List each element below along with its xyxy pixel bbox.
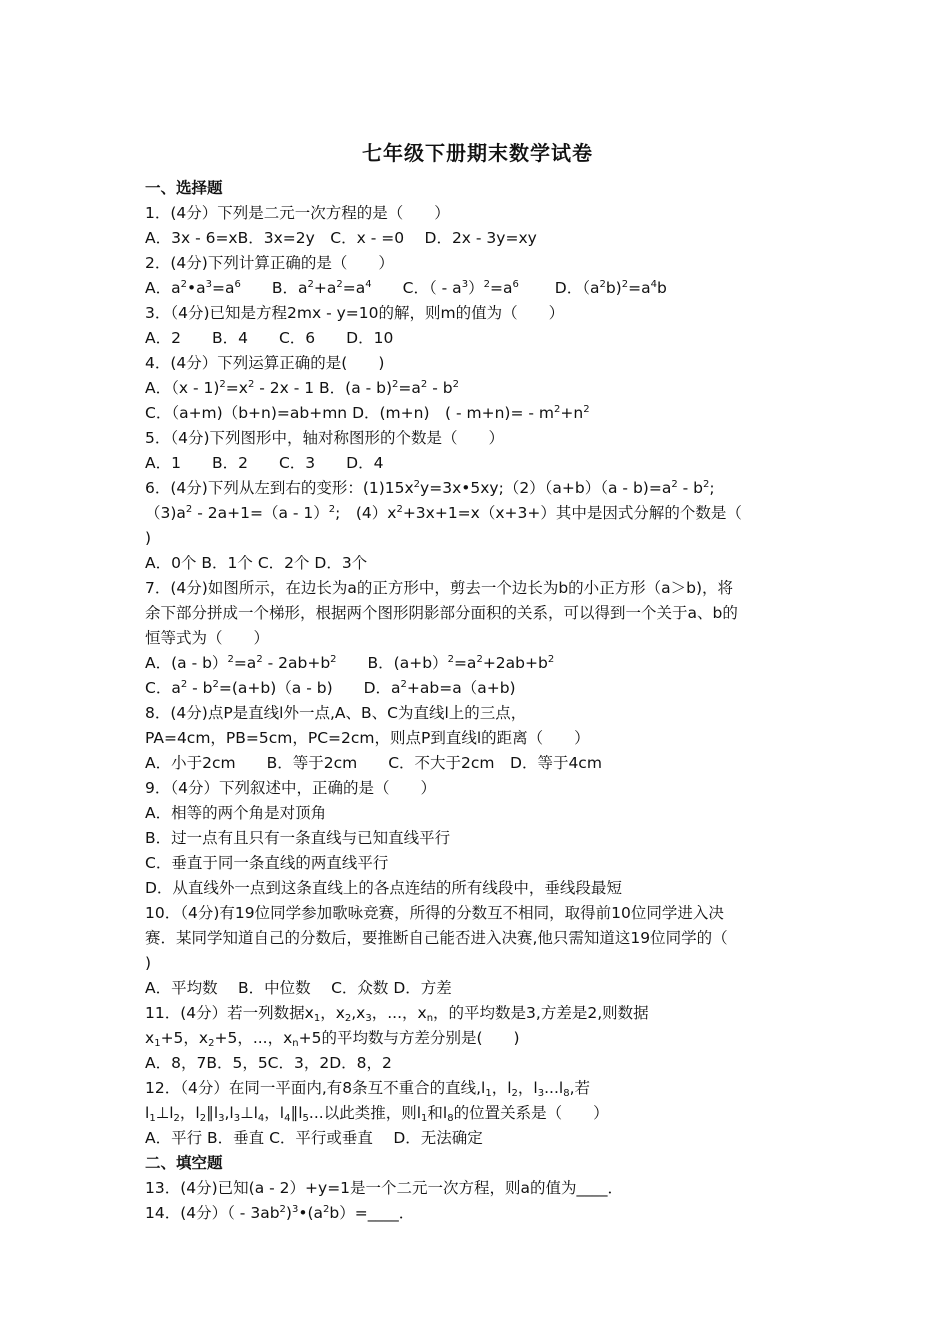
question-6-text: 其中是因式分解的个数是（ — [555, 504, 742, 522]
question-7-options-cd: C．$a^2 - b^2=(a+b)(a - b)$ D．$a^2+ab=a(a+b)$ — [145, 679, 516, 697]
question-12-line-1: 12．（4分）在同一平面内,有8条互不重合的直线$,l_1$，$l_2$，$l_3...l_8$,若 — [145, 1079, 591, 1099]
question-11-line-2: $x_1+5$，$x_2+5$，...，$x_n+5$的平均数与方差分别是( ) — [145, 1029, 520, 1049]
question-7-line-2: 余下部分拼成一个梯形，根据两个图形阴影部分面积的关系，可以得到一个关于a、b的 — [145, 604, 738, 622]
question-10-line-2: 赛．某同学知道自己的分数后，要推断自己能否进入决赛,他只需知道这19位同学的（ — [145, 929, 728, 947]
question-1: 1．(4分）下列是二元一次方程的是（ ） — [145, 204, 450, 222]
question-9-option-c: C．垂直于同一条直线的两直线平行 — [145, 854, 389, 872]
question-6-options: A．0个 B．1个 C．2个 D．3个 — [145, 554, 368, 572]
question-10-options: A．平均数 B．中位数 C．众数 D．方差 — [145, 979, 452, 997]
question-10-line-1: 10．（4分)有19位同学参加歌咏竞赛，所得的分数互不相同，取得前10位同学进入决 — [145, 904, 724, 922]
question-7-line-1: 7．(4分)如图所示，在边长为a的正方形中，剪去一个边长为b的小正方形（a＞b)，将 — [145, 579, 734, 597]
question-2: 2．(4分)下列计算正确的是（ ） — [145, 254, 394, 272]
question-6-line-3: ) — [145, 529, 152, 547]
question-1-options: A．3x - 6=xB．3x=2y C．x - =0 D．2x - 3y=xy — [145, 229, 537, 247]
question-13: 13．(4分)已知(a - 2）+y=1是一个二元一次方程，则a的值为____． — [145, 1179, 624, 1197]
question-4-options-ab: A．$(x - 1)^2=x^2 - 2x - 1$ B．$(a - b)^2=a^2 - b^2$ — [145, 379, 459, 397]
question-3-options: A．2 B．4 C．6 D．10 — [145, 329, 394, 347]
question-9-option-a: A．相等的两个角是对顶角 — [145, 804, 327, 822]
question-8-line-1: 8．(4分)点P是直线l外一点,A、B、C为直线l上的三点， — [145, 704, 527, 722]
question-7-line-3: 恒等式为（ ） — [145, 629, 270, 647]
question-12-options: A．平行 B．垂直 C．平行或垂直 D．无法确定 — [145, 1129, 483, 1147]
question-8-options: A．小于2cm B．等于2cm C．不大于2cm D．等于4cm — [145, 754, 602, 772]
question-9-option-b: B．过一点有且只有一条直线与已知直线平行 — [145, 829, 451, 847]
question-6-line-2: $(3)a^2 - 2a+1=(a - 1)^2$; $(4)x^2+3x+1=x(x+3+)$其中是因式分解的个数是（ — [145, 504, 742, 522]
question-10-line-3: ) — [145, 954, 152, 972]
question-7-options-ab: A．$(a - b)^2=a^2 - 2ab+b^2$ B．$(a+b)^2=a^2+2ab+b^2$ — [145, 654, 555, 672]
question-5: 5．（4分)下列图形中，轴对称图形的个数是（ ） — [145, 429, 505, 447]
question-11-options: A．8，7B．5，5C．3，2D．8，2 — [145, 1054, 392, 1072]
question-3: 3．（4分)已知是方程2mx - y=10的解，则m的值为（ ） — [145, 304, 565, 322]
question-2-options: A．$a^2•a^3=a^6$ B．$a^2+a^2=a^4$ C．（ - $a^3)^2=a^6$ D．$(a^2b)^2=a^4b$ — [145, 279, 667, 297]
question-12-line-2: $l_1\perp l_2$，$l_2\parallel l_3,l_3\perp l_4$，$l_4\parallel l_5$...以此类推，则$l_1$和$l_8$的位置关系是（ ） — [145, 1104, 609, 1124]
page-title: 七年级下册期末数学试卷 — [362, 141, 593, 165]
question-4: 4．(4分）下列运算正确的是( ) — [145, 354, 385, 372]
question-9: 9．（4分）下列叙述中，正确的是（ ） — [145, 779, 436, 797]
question-9-option-d: D．从直线外一点到这条直线上的各点连结的所有线段中，垂线段最短 — [145, 879, 622, 897]
question-14: 14．(4分）（ - $3ab^2)^3•(a^2b)=\_\_\_\_$． — [145, 1204, 415, 1222]
question-8-line-2: PA=4cm，PB=5cm，PC=2cm，则点P到直线l的距离（ ） — [145, 729, 590, 747]
section-heading-choice: 一、选择题 — [145, 179, 223, 197]
question-4-options-cd: C．（a+m)（b+n)=ab+mn D．(m+n) ( - $m+n)= - m^2+n^2$ — [145, 404, 590, 422]
question-11-line-1: 11．(4分）若一列数据$x_1$，$x_2,x_3$，...，$x_n$，的平均数是3,方差是2,则数据 — [145, 1004, 649, 1024]
question-5-options: A．1 B．2 C．3 D．4 — [145, 454, 384, 472]
section-heading-fill: 二、填空题 — [145, 1154, 223, 1172]
question-6-line-1: 6．(4分)下列从左到右的变形：$(1)15x^2y=3x•5xy;(2)(a+b)(a - b)=a^2 - b^2$; — [145, 479, 715, 497]
